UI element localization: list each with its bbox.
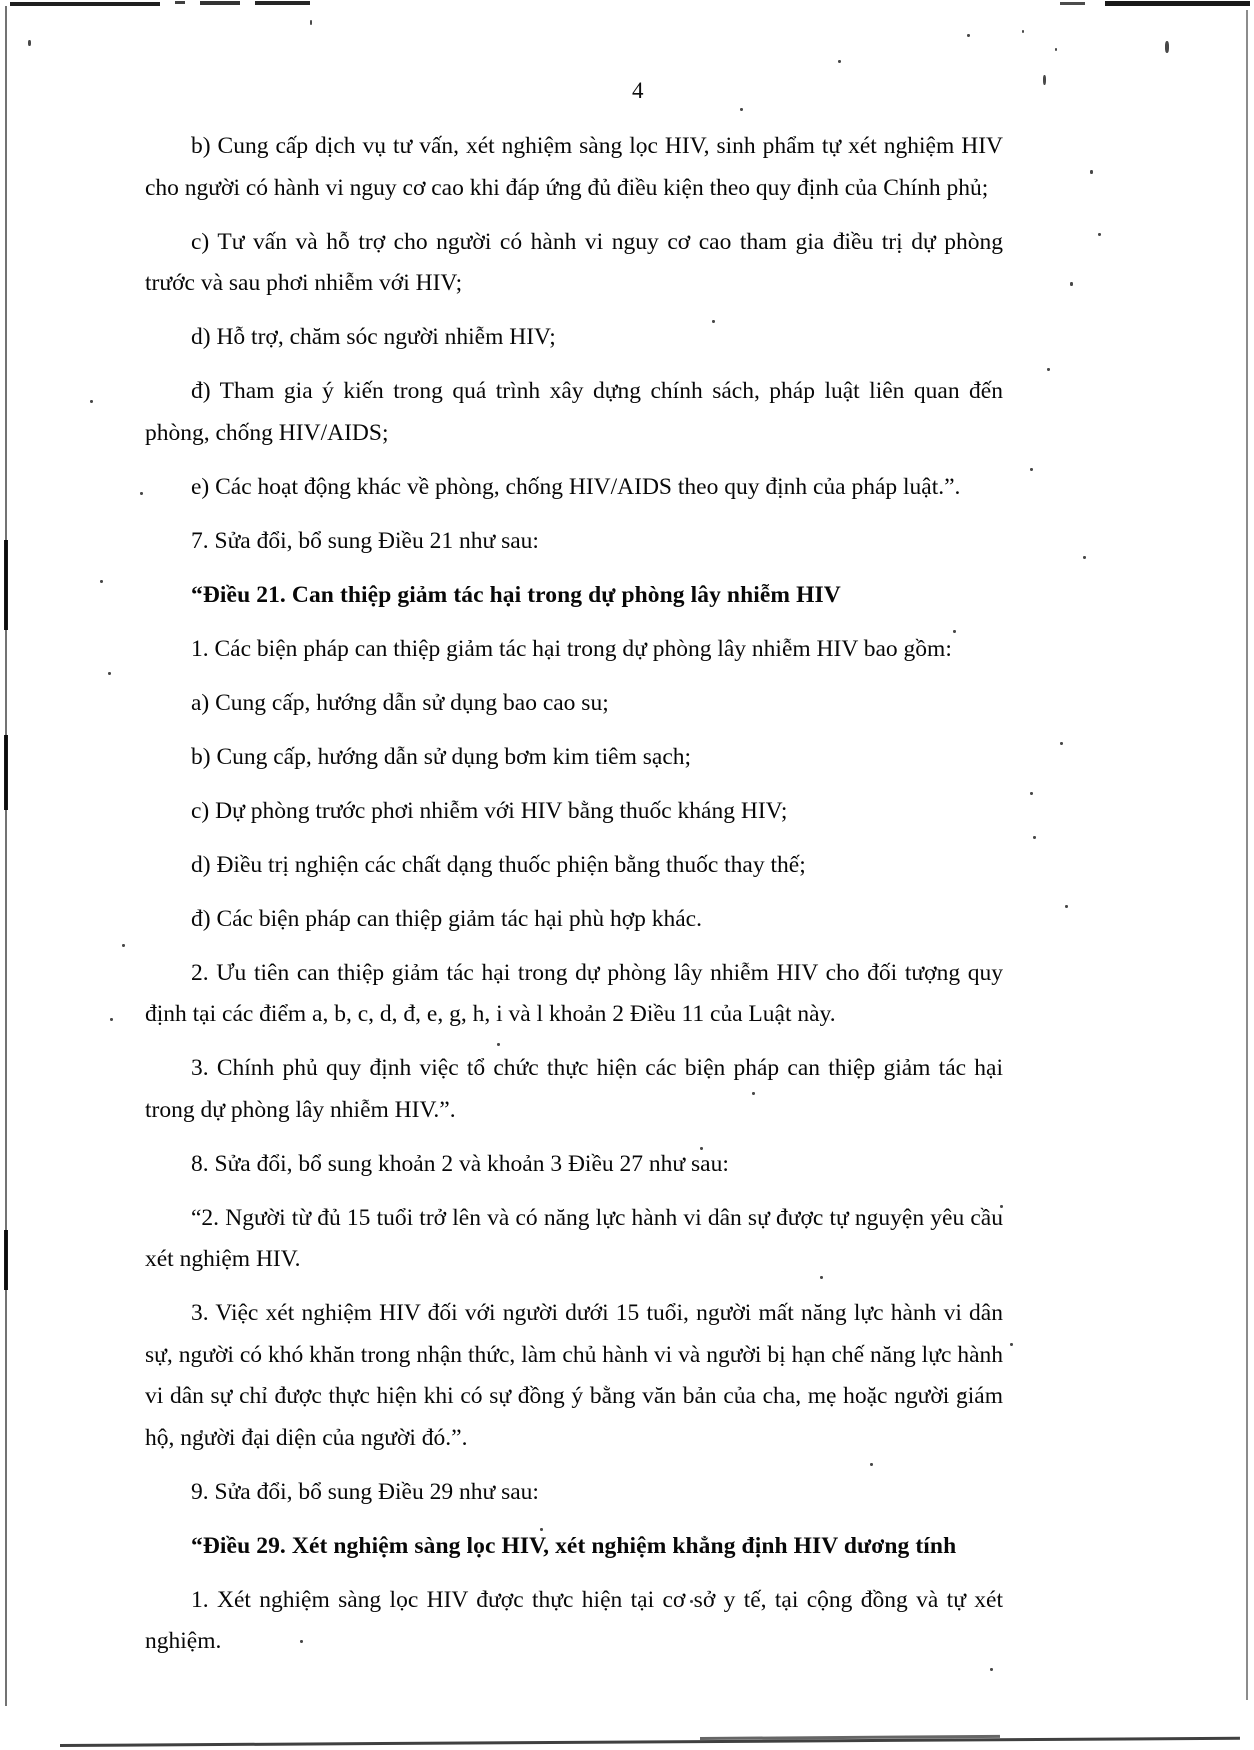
article-21-point-d: d) Điều trị nghiện các chất dạng thuốc phiện bằng thuốc thay thế; [191,851,806,878]
scan-speckle [100,580,103,583]
clause-e-cac-hoat-dong: e) Các hoạt động khác về phòng, chống HIV/AIDS theo quy định của pháp luật.”. [191,473,961,500]
article-21-clause-3: 3. Chính phủ quy định việc tổ chức thực hiện các biện pháp can thiệp giảm tác hại trong dự phòng lây nhiễm HIV.”. [145,1055,1003,1123]
clause-c-tu-van: c) Tư vấn và hỗ trợ cho người có hành vi nguy cơ cao tham gia điều trị dự phòng trước và sau phơi nhiễm với HIV; [145,228,1003,296]
scan-speckle [28,40,31,46]
scan-speckle [990,1668,993,1671]
amendment-item-8: 8. Sửa đổi, bổ sung khoản 2 và khoản 3 Điều 27 như sau: [191,1150,729,1177]
scan-speckle [108,672,111,675]
scan-speckle [1070,282,1073,286]
scan-speckle [122,944,125,947]
article-21-clause-2: 2. Ưu tiên can thiệp giảm tác hại trong dự phòng lây nhiễm HIV cho đối tượng quy định tại các điểm a, b, c, d, đ, e, g, h, i và l khoản 2 Điều 11 của Luật này. [145,959,1003,1027]
scan-speckle [140,492,143,495]
clause-d-ho-tro: d) Hỗ trợ, chăm sóc người nhiễm HIV; [191,324,556,350]
article-27-clause-3: 3. Việc xét nghiệm HIV đối với người dưới 15 tuổi, người mất năng lực hành vi dân sự, người có khó khăn trong nhận thức, làm chủ hành vi và người bị hạn chế năng lực hành vi dân sự chỉ được thực hiện khi có sự đồng ý bằng văn bản của cha, mẹ hoặc người giám hộ, người đại diện của người đó.”. [145,1300,1003,1451]
scan-speckle [1030,468,1033,471]
scan-speckle [1090,170,1093,174]
article-21-point-b: b) Cung cấp, hướng dẫn sử dụng bơm kim tiêm sạch; [191,743,692,770]
scan-edge-left [5,6,7,1706]
scan-speckle [310,20,312,25]
scan-speckle [90,400,93,403]
scan-speckle [1047,368,1050,371]
scan-speckle [1098,233,1101,236]
scan-speckle [1022,30,1024,33]
scan-edge-left-blot-1 [4,540,8,630]
scan-edge-left-blot-3 [4,1230,8,1290]
amendment-item-7: 7. Sửa đổi, bổ sung Điều 21 như sau: [191,527,539,554]
scan-speckle [967,34,970,37]
article-21-point-c: c) Dự phòng trước phơi nhiễm với HIV bằng thuốc kháng HIV; [191,797,788,824]
scan-speckle [1055,48,1057,51]
document-body [145,126,1003,1663]
scan-edge-bottom [60,1737,1240,1747]
article-21-heading: “Điều 21. Can thiệp giảm tác hại trong dự phòng lây nhiễm HIV [191,581,841,608]
scan-speckle [1010,1343,1013,1346]
scan-speckle [1060,742,1063,745]
scan-speckle [1033,836,1036,839]
article-29-heading: “Điều 29. Xét nghiệm sàng lọc HIV, xét nghiệm khẳng định HIV dương tính [191,1532,957,1559]
amendment-item-9: 9. Sửa đổi, bổ sung Điều 29 như sau: [191,1478,539,1505]
clause-b-cung-cap: b) Cung cấp dịch vụ tư vấn, xét nghiệm sàng lọc HIV, sinh phẩm tự xét nghiệm HIV cho người có hành vi nguy cơ cao khi đáp ứng đủ điều kiện theo quy định của Chính phủ; [145,133,1003,201]
scan-edge-right [1246,10,1248,1700]
scan-speckle [1065,905,1068,908]
scan-speckle [1030,792,1033,795]
scan-speckle [1165,41,1169,53]
scan-edge-top-mark-1 [175,1,185,4]
scan-edge-top-mark-3 [255,1,310,5]
scan-edge-top [10,2,160,6]
scan-speckle [110,1018,113,1021]
page-number-value: 4 [632,78,644,103]
article-21-clause-1: 1. Các biện pháp can thiệp giảm tác hại trong dự phòng lây nhiễm HIV bao gồm: [191,635,952,662]
article-27-clause-2: “2. Người từ đủ 15 tuổi trở lên và có năng lực hành vi dân sự được tự nguyện yêu cầu xét nghiệm HIV. [145,1204,1003,1272]
scan-speckle [1083,556,1086,559]
scan-edge-top-mark-5 [1105,1,1250,6]
article-21-point-dd: đ) Các biện pháp can thiệp giảm tác hại phù hợp khác. [191,905,702,932]
article-29-clause-1: 1. Xét nghiệm sàng lọc HIV được thực hiện tại cơ sở y tế, tại cộng đồng và tự xét nghiệm. [145,1586,1003,1654]
page-number [0,78,1254,104]
scan-speckle [740,108,743,111]
scan-edge-left-blot-2 [4,735,8,810]
scan-edge-top-mark-2 [200,1,240,5]
clause-dd-tham-gia: đ) Tham gia ý kiến trong quá trình xây dựng chính sách, pháp luật liên quan đến phòng, chống HIV/AIDS; [145,378,1003,446]
scan-speckle [838,60,841,63]
scan-edge-top-mark-4 [1060,2,1085,5]
article-21-point-a: a) Cung cấp, hướng dẫn sử dụng bao cao su; [191,689,609,716]
